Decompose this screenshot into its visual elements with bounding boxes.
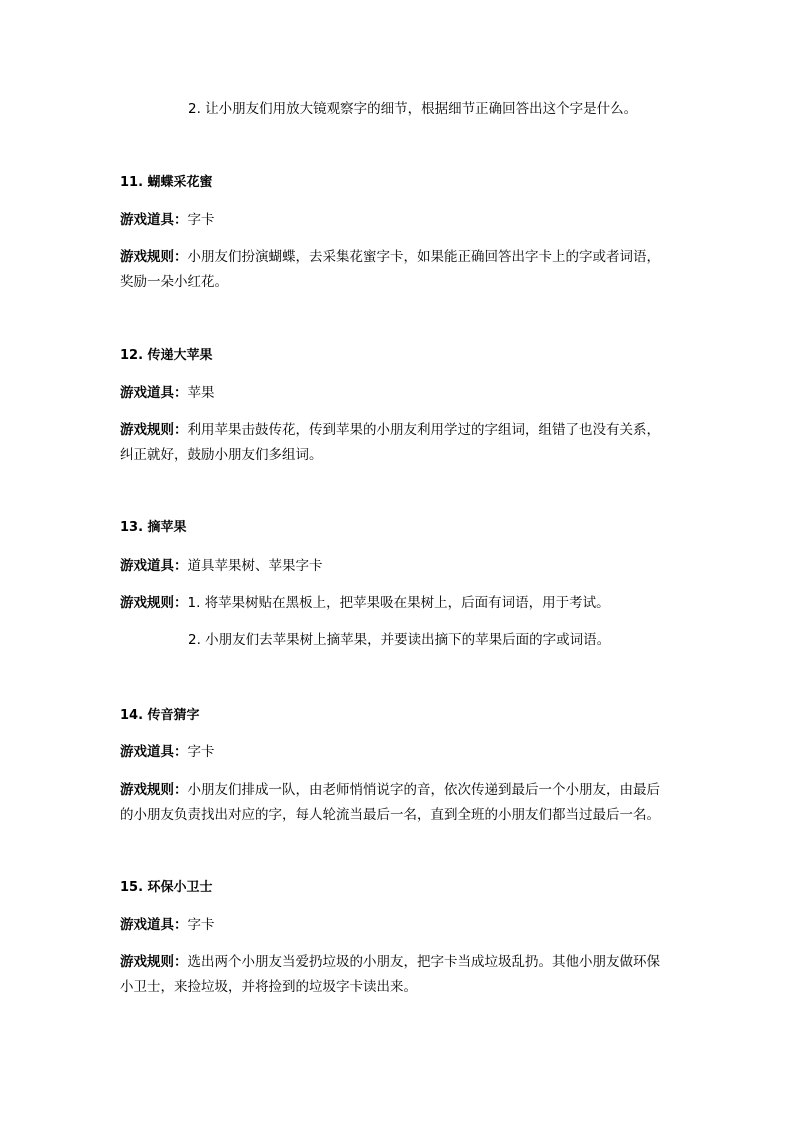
game-11-title: 11. 蝴蝶采花蜜: [120, 175, 213, 190]
rules-text: 1. 将苹果树贴在黑板上，把苹果吸在果树上，后面有词语，用于考试。: [187, 595, 610, 611]
props-value: 道具苹果树、苹果字卡: [187, 558, 323, 574]
rules-label: 游戏规则：: [120, 595, 188, 611]
game-11-rules-cont: 奖励一朵小红花。: [120, 274, 228, 290]
game-14-rules: [120, 780, 700, 800]
game-13-rules-step-2: 2. 小朋友们去苹果树上摘苹果，并要读出摘下的苹果后面的字或词语。: [188, 632, 611, 648]
props-value: 字卡: [187, 744, 215, 760]
props-label: 游戏道具：: [120, 917, 188, 933]
game-11-props: [120, 210, 700, 230]
game-15-title: 15. 环保小卫士: [120, 880, 213, 895]
rules-label: 游戏规则：: [120, 249, 188, 265]
intro-step-text: 2. 让小朋友们用放大镜观察字的细节，根据细节正确回答出这个字是什么。: [188, 101, 638, 117]
props-label: 游戏道具：: [120, 385, 188, 401]
rules-text: 小朋友们扮演蝴蝶，去采集花蜜字卡，如果能正确回答出字卡上的字或者词语，: [187, 249, 660, 265]
rules-text: 选出两个小朋友当爱扔垃圾的小朋友，把字卡当成垃圾乱扔。其他小朋友做环保: [187, 954, 660, 970]
game-13-props: [120, 556, 700, 576]
rules-label: 游戏规则：: [120, 422, 188, 438]
props-value: 字卡: [187, 917, 215, 933]
props-value: 苹果: [187, 385, 215, 401]
game-12-props: [120, 383, 700, 403]
game-12-title: 12. 传递大苹果: [120, 348, 213, 363]
game-14-rules-cont: 的小朋友负责找出对应的字，每人轮流当最后一名，直到全班的小朋友们都当过最后一名。: [120, 807, 660, 823]
game-15-rules-cont: 小卫士，来捡垃圾，并将捡到的垃圾字卡读出来。: [120, 979, 417, 995]
props-label: 游戏道具：: [120, 558, 188, 574]
game-15-rules: [120, 952, 700, 972]
game-15-props: [120, 915, 700, 935]
props-value: 字卡: [187, 212, 215, 228]
props-label: 游戏道具：: [120, 744, 188, 760]
game-12-rules-cont: 纠正就好，鼓励小朋友们多组词。: [120, 447, 323, 463]
game-13-rules: [120, 593, 700, 613]
rules-label: 游戏规则：: [120, 954, 188, 970]
props-label: 游戏道具：: [120, 212, 188, 228]
game-14-title: 14. 传音猜字: [120, 708, 200, 723]
game-12-rules: [120, 420, 700, 440]
rules-text: 小朋友们排成一队，由老师悄悄说字的音，依次传递到最后一个小朋友，由最后: [187, 782, 660, 798]
game-14-props: [120, 742, 700, 762]
rules-text: 利用苹果击鼓传花，传到苹果的小朋友利用学过的字组词，组错了也没有关系，: [187, 422, 660, 438]
game-11-rules: [120, 247, 700, 267]
game-13-title: 13. 摘苹果: [120, 520, 187, 535]
rules-label: 游戏规则：: [120, 782, 188, 798]
